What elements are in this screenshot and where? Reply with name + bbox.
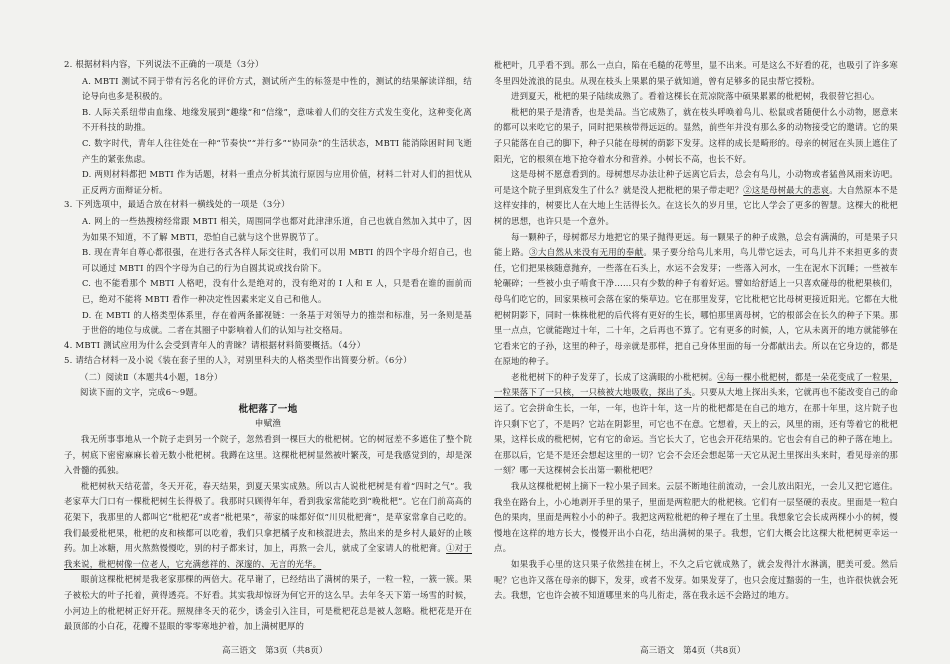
paragraph-r6: 老枇杷树下的种子发芽了，长成了这满眼的小枇杷树。④每一棵小枇杷树，都是一朵花变成了一粒果，一粒果落下了一只核，一只核被大地吸收，探出了头。只要从大地上探出头来，它就再也不能改变自己的命运了。它会拼命生长，一年，一年，也许十年，这一片的枇杷都是在自己的地方，在那十年里，这片院子也许只剩下它了，不是吗？它站在阴影里，可它也不在意。它想着，天上的云，风里的雨，还有等着它的枇杷果，这样长成的枇杷树，它有它的命运。当它长大了，它也会开花结果的。它也会有自己的种子落在地上。在那以后，它是不是还会想起这里的一切？它会不会还会想起第一天它从泥土里探出头来时，看见母亲的那一刻？哪一天这棵树会长出第一颗枇杷吧？ [494,371,898,476]
paragraph-r4: 这是母树不愿意看到的。母树想尽办法让种子远离它后去，总会有鸟儿，小动物或者猛兽风雨来访吧。可是这个院子里到底发生了什么？就是没人把枇杷的果子带走吧？②这是母树最大的悲哀。大自然原本不是这样安排的，树要比人在大地上生活得长久。在这长久的岁月里，它比人学会了更多的智慧。这棵大的枇杷树的思想，也许只是一个意外。 [494,169,898,226]
article-author: 申赋渔 [254,419,282,430]
option-2c: C. 数字时代，青年人往往处在一种“节奏快”“并行多”“协同杂”的生活状态，MBTI 能消除困时间飞逝产生的紧张焦虑。 [82,137,472,164]
paragraph-r5: 每一颗种子，母树都尽力地把它的果子抛得更远。每一颗果子的种子成熟，总会有满满的，可是果子只能上路。③大自然从来没有无用的奉献。果子要分给鸟儿来用，鸟儿带它远去，可鸟儿并不来担更多的责任，它们把果核随意抛弃，一些落在石头上，水运不会发芽；一些落入河水，一生在泥水下沉睡；一些被车轮碾碎；一些被小虫子啃食干净……只有少数的种子有着好运。譬如给舒适上一只喜欢碰母的枇杷果核们，母鸟们吃它的，回家果核可会落在家的柴草边。它在那里发芽，它比枇杷它比母树更接近阳光。它都在大枇杷树阴影下，同时一株株枇杷的后代将有更好的生长，哪怕那里离母树，它的根部会在长久的种子下果。那里一点点，它就能跑过十年，二十年，之后再也不算了。它有更多的时候，人，它从未离开的地方就能够在它看来它的子孙，这里的种子，母亲就是那样，把自己身体里面的每一分都献出去。所以在它身边的，都是在原地的种子。 [494,231,898,367]
footer-page-4: 高三语文 第4页（共8页） [640,646,746,656]
footer-page-3: 高三语文 第3页（共8页） [222,646,328,656]
option-3c: C. 也不能看那个 MBTI 人格吧，没有什么是绝对的，没有绝对的 I 人和 E 人，只是看在谁的面前而已，绝对不能将 MBTI 看作一种决定性因素来定义自己和他人。 [82,278,472,304]
option-2a: A. MBTI 测试不同于带有污名化的评价方式，测试所产生的标签是中性的，测试的结果解读详细，结论导向也多是积极的。 [82,75,472,102]
question-3: 3. 下列选项中，最适合放在材料一横线处的一项是（3分） [64,200,290,211]
question-2: 2. 根据材料内容，下列说法不正确的一项是（3分） [64,60,264,70]
right-page [494,58,898,604]
paragraph-r7: 我从这棵枇杷树上摘下一粒小果子回来。云层不断地往前流动，一会儿放出阳光，一会儿又把它遮住。我坐在路台上，小心地剥开手里的果子，里面是两粒肥大的枇杷核。它们有一层坚硬的表皮。里面是一粒白色的果肉，里面是两粒小小的种子。我把这两粒枇杷的种子埋在了土里。我想象它会长成两棵小小的树，慢慢地在这样的地方长大，慢慢开出小白花，结出满树的果子。我想，它们大概会比这棵大枇杷树更幸运一点。 [494,481,898,554]
option-2d: D. 两则材料都把 MBTI 作为话题，材料一重点分析其流行原因与应用价值，材料二针对人们的担忧从正反两方面辩证分析。 [82,169,472,195]
reading-instruction: 阅读下面的文字，完成6～9题。 [80,387,203,398]
option-3a: A. 网上的一些热搜榜经常跟 MBTI 相关，周围同学也都对此津津乐道，自己也就自然加入其中了，因为如果不知道，不了解 MBTI，恐怕自己就与这个世界脱节了。 [82,215,472,242]
paragraph-2: 枇杷树秋天结花蕾，冬天开花，春天结果，到夏天果实成熟。所以古人说枇杷树是有着“四时之气”。我老家草大门口有一棵枇杷树生长得极了。我那时只顾得年年，看到我家常能吃到“晚枇杷”。它在门前高高的花架下，我那里的人都叫它“枇杷花”或者“枇杷果”，蒂家的味都好似“川贝枇杷膏”，是草家常拿自己吃的。我们最爱枇杷果，枇杷的皮和核都可以吃着，我们只拿把橘子皮和核混进去，熬出来的是乡村人最好的止咳药。加上冰糖，用火熬熬慢慢吃，别的村子都来讨，加上，再熬一会儿，就成了全家请人的枇杷膏。①对于我来说，枇杷树像一位老人，它充满慈祥的、深邃的、无言的光华。 [64,480,473,569]
question-4: 4. MBTI 测试应用为什么会受到青年人的青睐？请根据材料简要概括。（4分） [64,340,366,351]
underlined-sentence-4: ④每一棵小枇杷树，都是一朵花变成了一粒果，一粒果落下了一只核，一只核被大地吸收，探出了头 [494,371,898,398]
question-5: 5. 请结合材料一及小说《装在套子里的人》，对别里科夫的人格类型作出简要分析。（6分） [64,356,412,367]
paragraph-3: 眼前这棵枇杷树是我老家那棵的两倍大。花早谢了，已经结出了满树的果子，一粒一粒，一簇一簇。果子被松大的叶子托着，黄得透亮。不好看。其实我却惊讶为何它开的这么早。去年冬天下第一场雪的时候，小河边上的枇杷树正好开花。照规律冬天的花少，诱金引入注目，可是枇杷花总是被人忽略。枇杷花是开在最顶部的小白花，花瓣不显眼的零零寒地护着，加上满树肥厚的 [64,574,472,632]
paragraph-r8: 如果我手心里的这只果子依然挂在树上，不久之后它就成熟了，就会发得汁水淋漓，肥美可爱。然后呢？它也许又落在母亲的脚下，发芽，或者不发芽。如果发芽了，也只会度过黯弱的一生，也许很快就会死去。我想，它也许会被不知道哪里来的鸟儿衔走，落在我永远不会路过的地方。 [494,559,898,601]
underlined-sentence-2: ②这是母树最大的悲哀 [743,184,830,195]
paragraph-r3: 枇杷的果子是清香，也是美品。当它成熟了，就在枝头呼唤着鸟儿、松鼠或者随便什么小动物，愿意来的都可以来吃它的果子，同时把果核带得远远的。显然，前些年并没有那么多的动物接受它的邀请。它的果子只能落在自己的脚下，种子只能在母树的荫影下发芽。这样的成长是畸形的。母亲的树冠在头顶上遮住了阳光，它的根须在地下抢夺着水分和营养。小树长不高，也长不好。 [494,106,898,164]
option-3d: D. 在 MBTI 的人格类型体系里，存在着两条鄙视链：一条基于对领导力的推崇和标准，另一条则是基于世俗的地位与成就。二者在其圈子中影响着人们的认知与社交格局。 [82,309,472,336]
paragraph-1: 我无所事事地从一个院子走到另一个院子，忽然看到一棵巨大的枇杷树。它的树冠差不多遮住了整个院子，树底下密密麻麻长着无数小枇杷树。我蹲在这里。这棵枇杷树显然被叶繁茂，可是我感觉到的，却是深入骨髓的孤独。 [64,434,472,476]
reading-section-heading: （二）阅读Ⅱ（本题共4小题，18分） [80,371,223,382]
paragraph-r2: 进到夏天，枇杷的果子陆续成熟了。看着这棵长在荒凉院落中硕果累累的枇杷树，我很替它担心。 [511,91,880,102]
option-3b: B. 现在青年自尊心都很强，在进行各式各样人际交往时，我们可以用 MBTI 的四个字母介绍自己，也可以通过 MBTI 的四个字母为自己的行为自圆其说或找台阶下。 [82,247,472,273]
underlined-sentence-1: ①对于我来说，枇杷树像一位老人，它充满慈祥的、深邃的、无言的光华。 [64,543,473,569]
option-2b: B. 人际关系纽带由血缘、地缘发展到“趣缘”和“信缘”，意味着人们的交往方式发生变化，这种变化离不开科技的助推。 [82,106,472,133]
paragraph-r1: 枇杷叶，几乎看不到。那么一点白，陷在毛糙的花萼里，显不出来。可是这么不好看的花，也吸引了许多寒冬里四处流浪的昆虫。从现在枝头上果累的果子就知道，曾有足够多的昆虫帮它授粉。 [494,60,898,86]
underlined-sentence-3: ③大自然从来没有无用的奉献 [529,247,644,258]
article-title: 枇杷落了一地 [238,404,298,416]
left-page [64,58,472,635]
